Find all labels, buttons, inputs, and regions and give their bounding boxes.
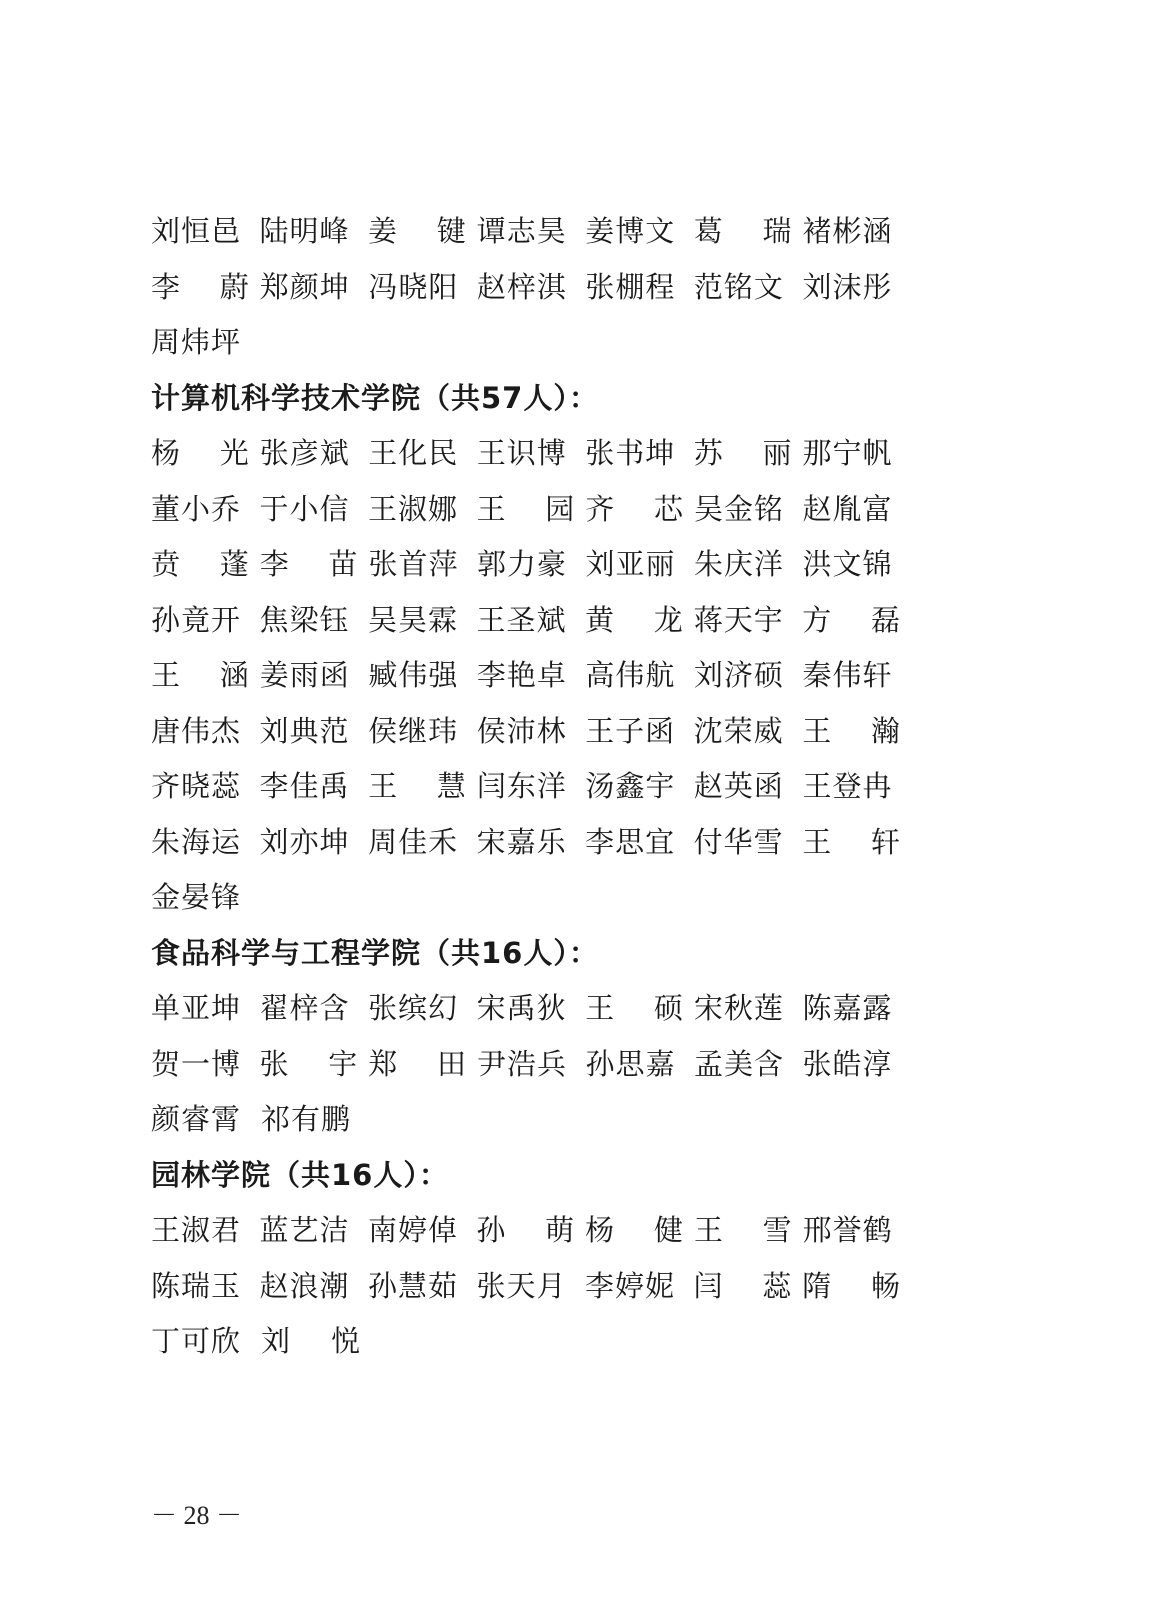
- person-name: 刘 典 范: [259, 713, 350, 748]
- person-name: 宋 禹 狄: [476, 991, 567, 1026]
- person-name: 孙 慧 茹: [368, 1268, 459, 1303]
- person-name: 于 小 信: [259, 491, 350, 526]
- person-name: 黄 龙: [585, 602, 684, 637]
- section-0-row: [151, 535, 911, 591]
- person-name: 赵 英 函: [693, 769, 784, 804]
- person-name: 焦 梁 钰: [259, 602, 350, 637]
- section-1-row: [151, 979, 911, 1035]
- person-name: 刘 济 硕: [693, 658, 784, 693]
- person-name: 刘 沫 彤: [802, 269, 893, 304]
- person-name: 刘 亦 坤: [259, 824, 350, 859]
- person-name: 刘 亚 丽: [585, 547, 676, 582]
- person-name: 苏 丽: [693, 436, 793, 471]
- person-name: 郑 颜 坤: [259, 269, 350, 304]
- person-name: 宋 秋 莲: [693, 991, 784, 1026]
- continuation-row: [151, 313, 911, 369]
- person-name: 付 华 雪: [693, 824, 784, 859]
- person-name: 臧 伟 强: [368, 658, 459, 693]
- person-name: 陆 明 峰: [259, 214, 350, 249]
- person-name: 李 艳 卓: [476, 658, 567, 693]
- person-name: 王 园: [476, 491, 576, 526]
- person-name: 张 棚 程: [585, 269, 676, 304]
- person-name: 王 雪: [693, 1213, 793, 1248]
- section-2-row: [151, 1257, 911, 1313]
- person-name: 朱 庆 洋: [694, 547, 785, 582]
- person-name: 汤 鑫 宇: [585, 769, 676, 804]
- person-name: 王 登 冉: [802, 769, 893, 804]
- person-name: 刘 悦: [261, 1324, 362, 1359]
- person-name: 王 识 博: [476, 436, 567, 471]
- person-name: 颜 睿 霄: [151, 1102, 242, 1137]
- person-name: 王 涵: [151, 658, 250, 693]
- person-name: 葛 瑞: [693, 214, 793, 249]
- section-2-row: [151, 1201, 911, 1257]
- section-0-row: [151, 702, 911, 758]
- person-name: 王 圣 斌: [476, 602, 567, 637]
- person-name: 秦 伟 轩: [802, 658, 893, 693]
- continuation-row: [151, 202, 911, 258]
- person-name: 褚 彬 涵: [802, 214, 893, 249]
- person-name: 张 首 萍: [368, 547, 459, 582]
- section-2-row: [151, 1312, 911, 1368]
- person-name: 李 思 宜: [585, 824, 676, 859]
- person-name: 王 慧: [368, 769, 467, 804]
- person-name: 洪 文 锦: [802, 547, 893, 582]
- name-list: [151, 202, 911, 1368]
- person-name: 尹 浩 兵: [477, 1046, 568, 1081]
- person-name: 宋 嘉 乐: [476, 824, 567, 859]
- person-name: 姜 雨 函: [259, 658, 350, 693]
- person-name: 周 佳 禾: [368, 824, 459, 859]
- person-name: 闫 蕊: [693, 1268, 793, 1303]
- person-name: 孟 美 含: [694, 1046, 785, 1081]
- person-name: 齐 晓 蕊: [151, 769, 242, 804]
- person-name: 蓝 艺 洁: [259, 1213, 350, 1248]
- person-name: 王 硕: [585, 991, 684, 1026]
- section-heading: 计算机科学技术学院（共57人）：: [151, 380, 599, 415]
- person-name: 张 天 月: [476, 1268, 567, 1303]
- section-heading: 园林学院（共16人）：: [151, 1157, 449, 1192]
- person-name: 赵 浪 潮: [259, 1268, 350, 1303]
- section-0-row: [151, 480, 911, 536]
- person-name: 刘 恒 邑: [151, 214, 242, 249]
- section-0-row: [151, 757, 911, 813]
- person-name: 祁 有 鹏: [261, 1102, 352, 1137]
- person-name: 张 书 坤: [585, 436, 676, 471]
- section-0-row: [151, 591, 911, 647]
- person-name: 王 瀚: [802, 713, 901, 748]
- person-name: 那 宁 帆: [802, 436, 893, 471]
- person-name: 金 晏 锋: [151, 880, 242, 915]
- person-name: 杨 光: [151, 436, 250, 471]
- person-name: 张 缤 幻: [368, 991, 459, 1026]
- person-name: 侯 沛 林: [476, 713, 567, 748]
- person-name: 齐 芯: [585, 491, 685, 526]
- person-name: 赵 梓 淇: [476, 269, 567, 304]
- section-1-row: [151, 1035, 911, 1091]
- person-name: 谭 志 昊: [476, 214, 567, 249]
- person-name: 邢 誉 鹤: [802, 1213, 893, 1248]
- person-name: 南 婷 倬: [367, 1213, 458, 1248]
- person-name: 单 亚 坤: [151, 991, 242, 1026]
- person-name: 周 炜 坪: [151, 325, 242, 360]
- person-name: 李 蔚: [151, 269, 250, 304]
- person-name: 沈 荣 威: [693, 713, 784, 748]
- person-name: 李 苗: [259, 547, 359, 582]
- person-name: 孙 萌: [476, 1213, 576, 1248]
- person-name: 高 伟 航: [585, 658, 676, 693]
- person-name: 陈 瑞 玉: [151, 1268, 242, 1303]
- person-name: 王 淑 娜: [368, 491, 459, 526]
- person-name: 王 轩: [802, 824, 901, 859]
- person-name: 蒋 天 宇: [693, 602, 784, 637]
- person-name: 王 淑 君: [151, 1213, 242, 1248]
- person-name: 李 佳 禹: [259, 769, 350, 804]
- person-name: 朱 海 运: [151, 824, 242, 859]
- person-name: 王 子 函: [585, 713, 676, 748]
- person-name: 姜 键: [368, 214, 467, 249]
- section-0-row: [151, 424, 911, 480]
- section-0-row: [151, 813, 911, 869]
- person-name: 董 小 乔: [151, 491, 242, 526]
- person-name: 方 磊: [802, 602, 902, 637]
- person-name: 杨 健: [585, 1213, 684, 1248]
- person-name: 张 彦 斌: [259, 436, 350, 471]
- person-name: 李 婷 妮: [585, 1268, 676, 1303]
- person-name: 丁 可 欣: [151, 1324, 242, 1359]
- section-0-row: [151, 646, 911, 702]
- page-number: － 28 －: [151, 1501, 243, 1530]
- continuation-row: [151, 258, 911, 314]
- person-name: 吴 昊 霖: [368, 602, 459, 637]
- person-name: 孙 竟 开: [151, 602, 242, 637]
- person-name: 孙 思 嘉: [585, 1046, 676, 1081]
- person-name: 侯 继 玮: [368, 713, 459, 748]
- person-name: 冯 晓 阳: [368, 269, 459, 304]
- section-0-row: [151, 868, 911, 924]
- person-name: 贺 一 博: [151, 1046, 242, 1081]
- person-name: 贲 蓬: [151, 547, 250, 582]
- person-name: 郭 力 豪: [477, 547, 568, 582]
- person-name: 张 皓 淳: [802, 1046, 893, 1081]
- person-name: 郑 田: [368, 1046, 468, 1081]
- person-name: 王 化 民: [368, 436, 459, 471]
- person-name: 范 铭 文: [693, 269, 784, 304]
- person-name: 赵 胤 富: [802, 491, 893, 526]
- person-name: 唐 伟 杰: [151, 713, 242, 748]
- person-name: 隋 畅: [802, 1268, 902, 1303]
- person-name: 张 宇: [259, 1046, 359, 1081]
- person-name: 陈 嘉 露: [802, 991, 893, 1026]
- person-name: 吴 金 铭: [694, 491, 785, 526]
- person-name: 姜 博 文: [585, 214, 676, 249]
- person-name: 翟 梓 含: [259, 991, 350, 1026]
- section-heading: 食品科学与工程学院（共16人）：: [151, 935, 599, 970]
- person-name: 闫 东 洋: [476, 769, 567, 804]
- section-1-row: [151, 1090, 911, 1146]
